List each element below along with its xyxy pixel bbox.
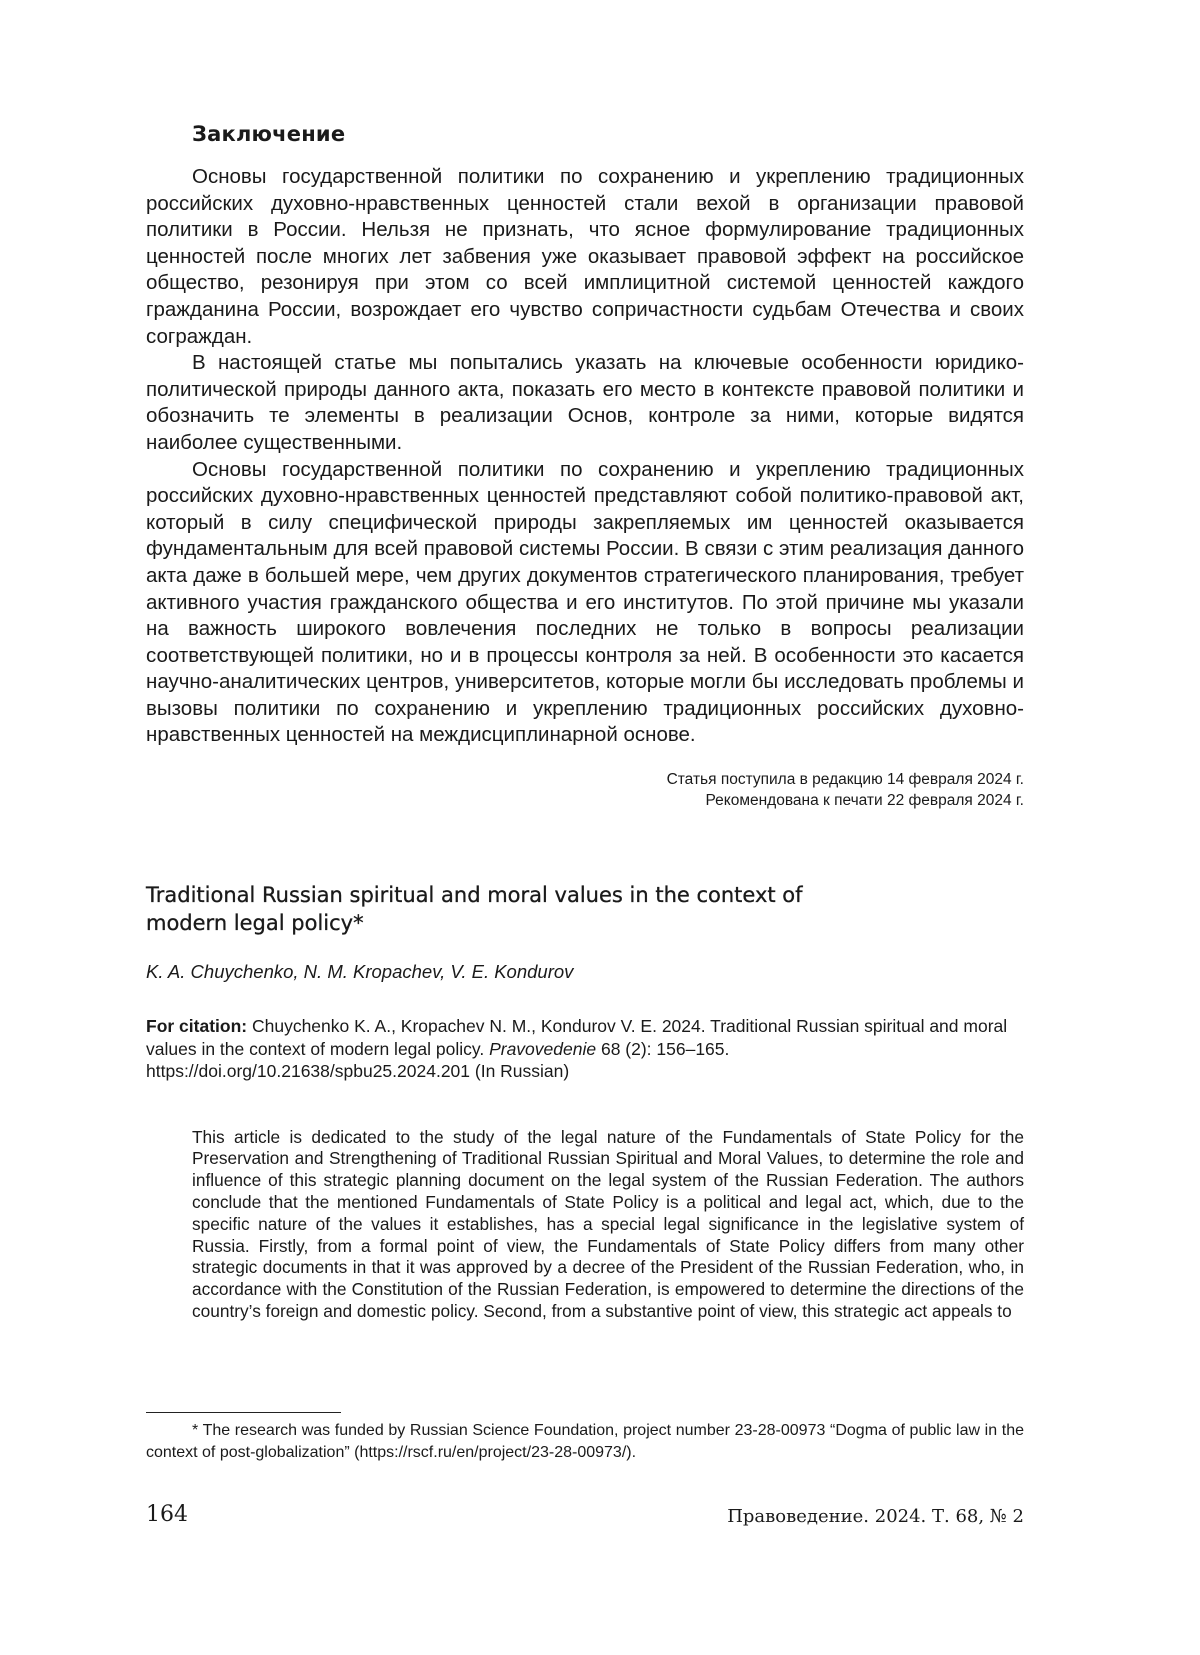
conclusion-body <box>146 164 1024 749</box>
recommended-line: Рекомендована к печати 22 февраля 2024 г. <box>705 792 1024 810</box>
received-line: Статья поступила в редакцию 14 февраля 2024 г. <box>666 771 1024 789</box>
citation-label: For citation: <box>146 1016 248 1037</box>
page-content <box>146 122 1024 1323</box>
authors: K. A. Chuychenko, N. M. Kropachev, V. E. Kondurov <box>146 961 574 983</box>
citation-doi: 68 (2): 156–165. https://doi.org/10.21638/spbu25.2024.201 (In Russian) <box>146 1038 730 1082</box>
citation-journal: Pravovedenie <box>489 1038 597 1059</box>
journal-info: Правоведение. 2024. Т. 68, № 2 <box>727 1506 1024 1527</box>
paragraph: В настоящей статье мы попытались указать на ключевые особенности юридико-политической природы данного акта, показать его место в контексте правовой политики и обозначить те элементы в реализации Основ, контроле за ними, которые видятся наиболее существенными. <box>146 351 1024 454</box>
citation <box>146 1015 1024 1083</box>
citation-text: Chuychenko K. A., Kropachev N. M., Kondurov V. E. 2024. Traditional Russian spiritual and moral values in the context of modern legal policy. <box>146 1016 1008 1059</box>
page-number: 164 <box>146 1502 188 1527</box>
footnote-divider <box>146 1412 341 1413</box>
section-heading: Заключение <box>192 122 346 146</box>
english-title: Traditional Russian spiritual and moral values in the context of modern legal policy* <box>146 883 803 936</box>
paragraph: Основы государственной политики по сохранению и укреплению традиционных российских духовно-нравственных ценностей представляют собой политико-правовой акт, который в силу специфической природы закрепляемых им ценностей оказывается фундаментальным для всей правовой системы России. В связи с этим реализация данного акта даже в большей мере, чем других документов стратегического планирования, требует активного участия гражданского общества и его институтов. По этой причине мы указали на важность широкого вовлечения последних не только в вопросы реализации соответствующей политики, но и в процессы контроля за ней. В особенности это касается научно-аналитических центров, университетов, которые могли бы исследовать проблемы и вызовы политики по сохранению и укреплению традиционных российских духовно-нравственных ценностей на междисциплинарной основе. <box>146 457 1024 747</box>
abstract: This article is dedicated to the study of the legal nature of the Fundamentals of State Policy for the Preservation and Strengthening of Traditional Russian Spiritual and Moral Values, to determine the role and influence of this strategic planning document on the legal system of the Russian Federation. The authors conclude that the mentioned Fundamentals of State Policy is a political and legal act, which, due to the specific nature of the values it establishes, has a special legal significance in the legislative system of Russia. Firstly, from a formal point of view, the Fundamentals of State Policy differs from many other strategic documents in that it was approved by a decree of the President of the Russian Federation, who, in accordance with the Constitution of the Russian Federation, is empowered to determine the directions of the country’s foreign and domestic policy. Second, from a substantive point of view, this strategic act appeals to <box>192 1126 1024 1321</box>
paragraph: Основы государственной политики по сохранению и укреплению традиционных российских духовно-нравственных ценностей стали вехой в организации правовой политики в России. Нельзя не признать, что ясное формулирование традиционных ценностей после многих лет забвения уже оказывает правовой эффект на российское общество, резонируя при этом со всей имплицитной системой ценностей каждого гражданина России, возрождает его чувство сопричастности судьбам Отечества и своих сограждан. <box>146 165 1024 348</box>
received-dates <box>146 769 1024 811</box>
footnote: * The research was funded by Russian Science Foundation, project number 23-28-00973 “Dogma of public law in the context of post-globalization” (https://rscf.ru/en/project/23-28-00973/). <box>146 1422 1024 1461</box>
